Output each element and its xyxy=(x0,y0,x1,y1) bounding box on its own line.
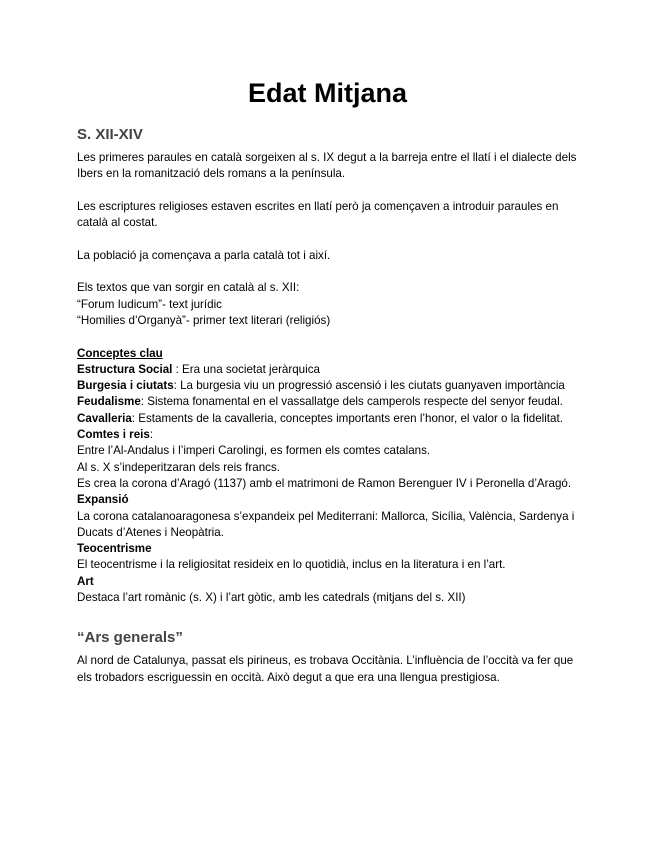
text-item-homilies: “Homilies d’Organyà”- primer text literari (religiós) xyxy=(77,313,331,327)
concept-comtes-line-2: Al s. X s’indeperitzaran dels reis francs. xyxy=(77,460,280,474)
concept-comtes-reis xyxy=(77,427,587,443)
section-heading-ars-generals: “Ars generals” xyxy=(77,629,183,647)
concept-label: Comtes i reis xyxy=(77,428,150,442)
concept-teocentrisme-text: El teocentrisme i la religiositat resideix en lo quotidià, inclus en la literatura i en l’art. xyxy=(77,558,506,572)
concept-feudalisme xyxy=(77,394,587,410)
concept-label: Burgesia i ciutats xyxy=(77,379,174,393)
document-title: Edat Mitjana xyxy=(247,78,408,108)
text-item-forum-iudicum: “Forum Iudicum”- text jurídic xyxy=(77,297,222,311)
concept-comtes-line-3: Es crea la corona d’Aragó (1137) amb el matrimoni de Ramon Berenguer IV i Peronella d’Aragó. xyxy=(77,476,572,490)
concepts-heading xyxy=(77,346,587,362)
concept-label: Feudalisme xyxy=(77,395,141,409)
concept-art-label: Art xyxy=(77,574,94,588)
document-body xyxy=(77,125,587,686)
concept-label: Estructura Social xyxy=(77,362,173,376)
concept-expansio-label: Expansió xyxy=(77,493,129,507)
paragraph-religious-writings: Les escriptures religioses estaven escrites en llatí però ja començaven a introduir paraules en català al costat. xyxy=(77,199,559,230)
concept-text: : Era una societat jeràrquica xyxy=(172,362,320,376)
concept-expansio-text: La corona catalanoaragonesa s’expandeix pel Mediterrani: Mallorca, Sicília, València, Sardenya i Ducats d’Atenes i Neopàtria. xyxy=(77,509,575,539)
concept-cavalleria xyxy=(77,411,587,427)
concept-burgesia xyxy=(77,378,587,394)
concept-comtes-line-1: Entre l’Al-Andalus i l’imperi Carolingi, es formen els comtes catalans. xyxy=(77,444,431,458)
concept-text: : xyxy=(149,428,154,442)
concept-text: : La burgesia viu un progressió ascensió i les ciutats guanyaven importància xyxy=(173,379,565,393)
concept-teocentrisme-label: Teocentrisme xyxy=(77,542,152,556)
concept-text: : Sistema fonamental en el vassallatge dels camperols respecte del senyor feudal. xyxy=(140,395,563,409)
concept-text: : Estaments de la cavalleria, conceptes importants eren l’honor, el valor o la fidelitat. xyxy=(131,411,563,425)
section-heading-s-xii-xiv: S. XII-XIV xyxy=(77,126,143,143)
paragraph-texts-intro: Els textos que van sorgir en català al s. XII: xyxy=(77,281,300,295)
concepts-heading-label: Conceptes clau xyxy=(77,346,163,360)
concept-label: Cavalleria xyxy=(77,411,132,425)
paragraph-occitania: Al nord de Catalunya, passat els pirineus, es trobava Occitània. L’influència de l’occità va fer que els trobadors escriguessin en occità. Això degut a que era una llengua prestigiosa. xyxy=(77,654,574,684)
paragraph-population: La població ja començava a parla català tot i així. xyxy=(77,248,331,262)
paragraph-origins: Les primeres paraules en català sorgeixen al s. IX degut a la barreja entre el llatí i el dialecte dels Ibers en la romanització dels romans a la península. xyxy=(77,151,577,181)
concept-art-text: Destaca l’art romànic (s. X) i l’art gòtic, amb les catedrals (mitjans del s. XII) xyxy=(77,591,466,605)
concept-estructura-social xyxy=(77,362,587,378)
